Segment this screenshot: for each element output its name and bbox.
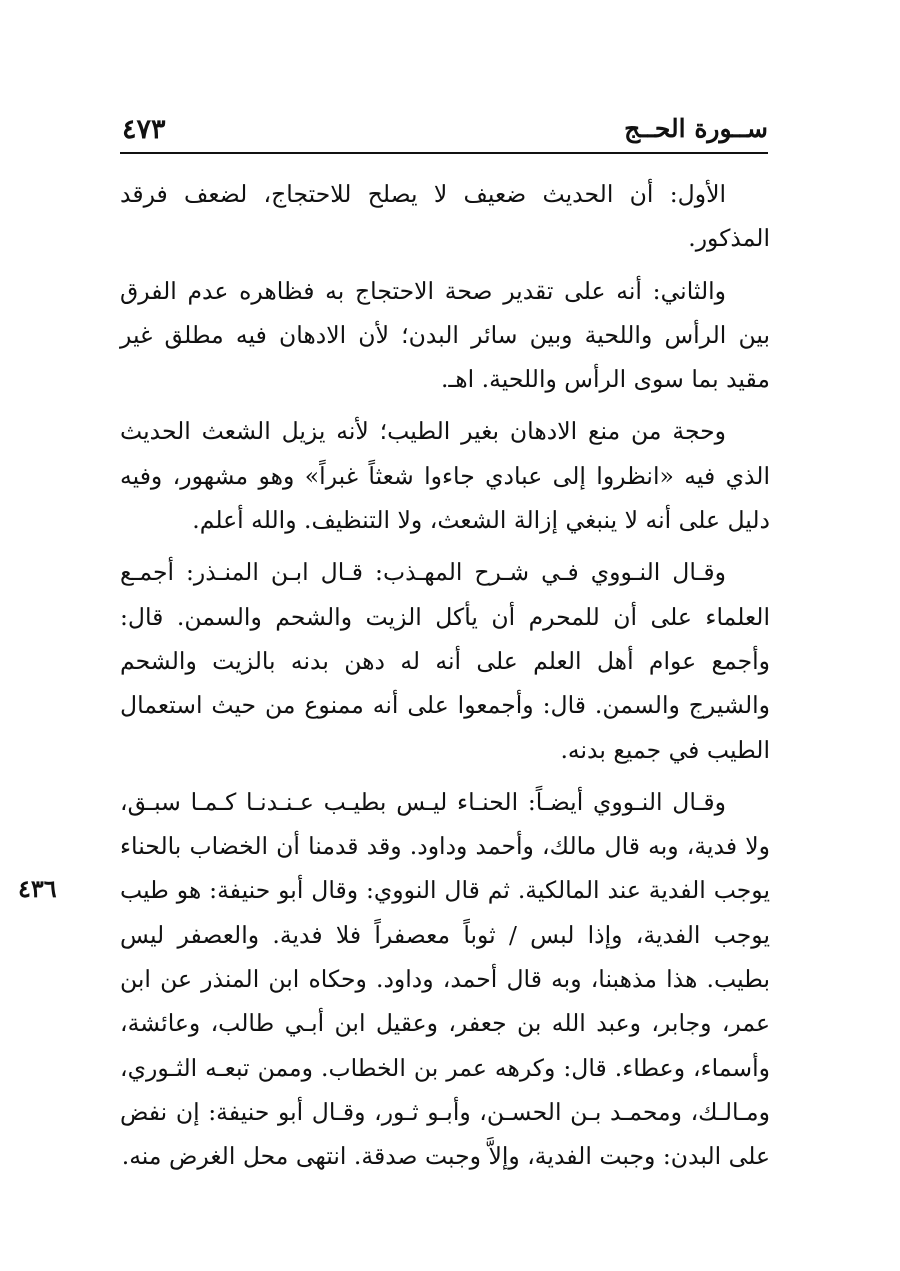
page-header [120,108,768,154]
paragraph-nawawi-quote: وقـال النـووي فـي شـرح المهـذب: قـال ابـن المنـذر: أجمـع العلماء على أن للمحرم أن يأكل الزيت والشحم والسمن. قال: وأجمع عوام أهل العلم على أنه له دهن بدنه بالزيت والشحم والشيرج والسمن. قال: وأجمعوا على أنه ممنوع من حيث استعمال الطيب في جميع بدنه. [120,558,770,764]
paragraph-second-reason: والثاني: أنه على تقدير صحة الاحتجاج به فظاهره عدم الفرق بين الرأس واللحية وبين سائر البدن؛ لأن الادهان فيه مطلق غير مقيد بما سوى الرأس واللحية. اهـ. [120,276,770,394]
paragraph-argument: وحجة من منع الادهان بغير الطيب؛ لأنه يزيل الشعث الحديث الذي فيه «انظروا إلى عبادي جاءوا شعثاً غبراً» وهو مشهور، وفيه دليل على أنه لا ينبغي إزالة الشعث، ولا التنظيف. والله أعلم. [120,417,770,535]
body-text [120,172,770,1179]
paragraph-henna: وقـال النـووي أيضـاً: الحنـاء ليـس بطيـب عـنـدنـا كـمـا سبـق، ولا فدية، وبه قال مالك، وأحمد وداود. وقد قدمنا أن الخضاب بالحناء يوجب الفدية عند المالكية. ثم قال النووي: وقال أبو حنيفة: هو طيب يوجب الفدية، وإذا لبس / ثوباً معصفراً فلا فدية. والعصفر ليس بطيب. هذا مذهبنا، وبه قال أحمد، وداود. وحكاه ابن المنذر عن ابن عمر، وجابر، وعبد الله بن جعفر، وعقيل ابن أبـي طالب، وعائشة، وأسماء، وعطاء. قال: وكرهه عمر بن الخطاب. وممن تبعـه الثـوري، ومـالـك، ومحمـد بـن الحسـن، وأبـو ثـور، وقـال أبو حنيفة: إن نفض على البدن: وجبت الفدية، وإلاَّ وجبت صدقة. انتهى محل الغرض منه. [120,787,770,1171]
margin-page-reference: ٤٣٦ [18,874,57,903]
surah-title: ســورة الحــج [624,114,768,143]
page-number: ٤٧٣ [122,114,166,145]
paragraph-first-reason: الأول: أن الحديث ضعيف لا يصلح للاحتجاج، لضعف فرقد المذكور. [120,180,770,253]
